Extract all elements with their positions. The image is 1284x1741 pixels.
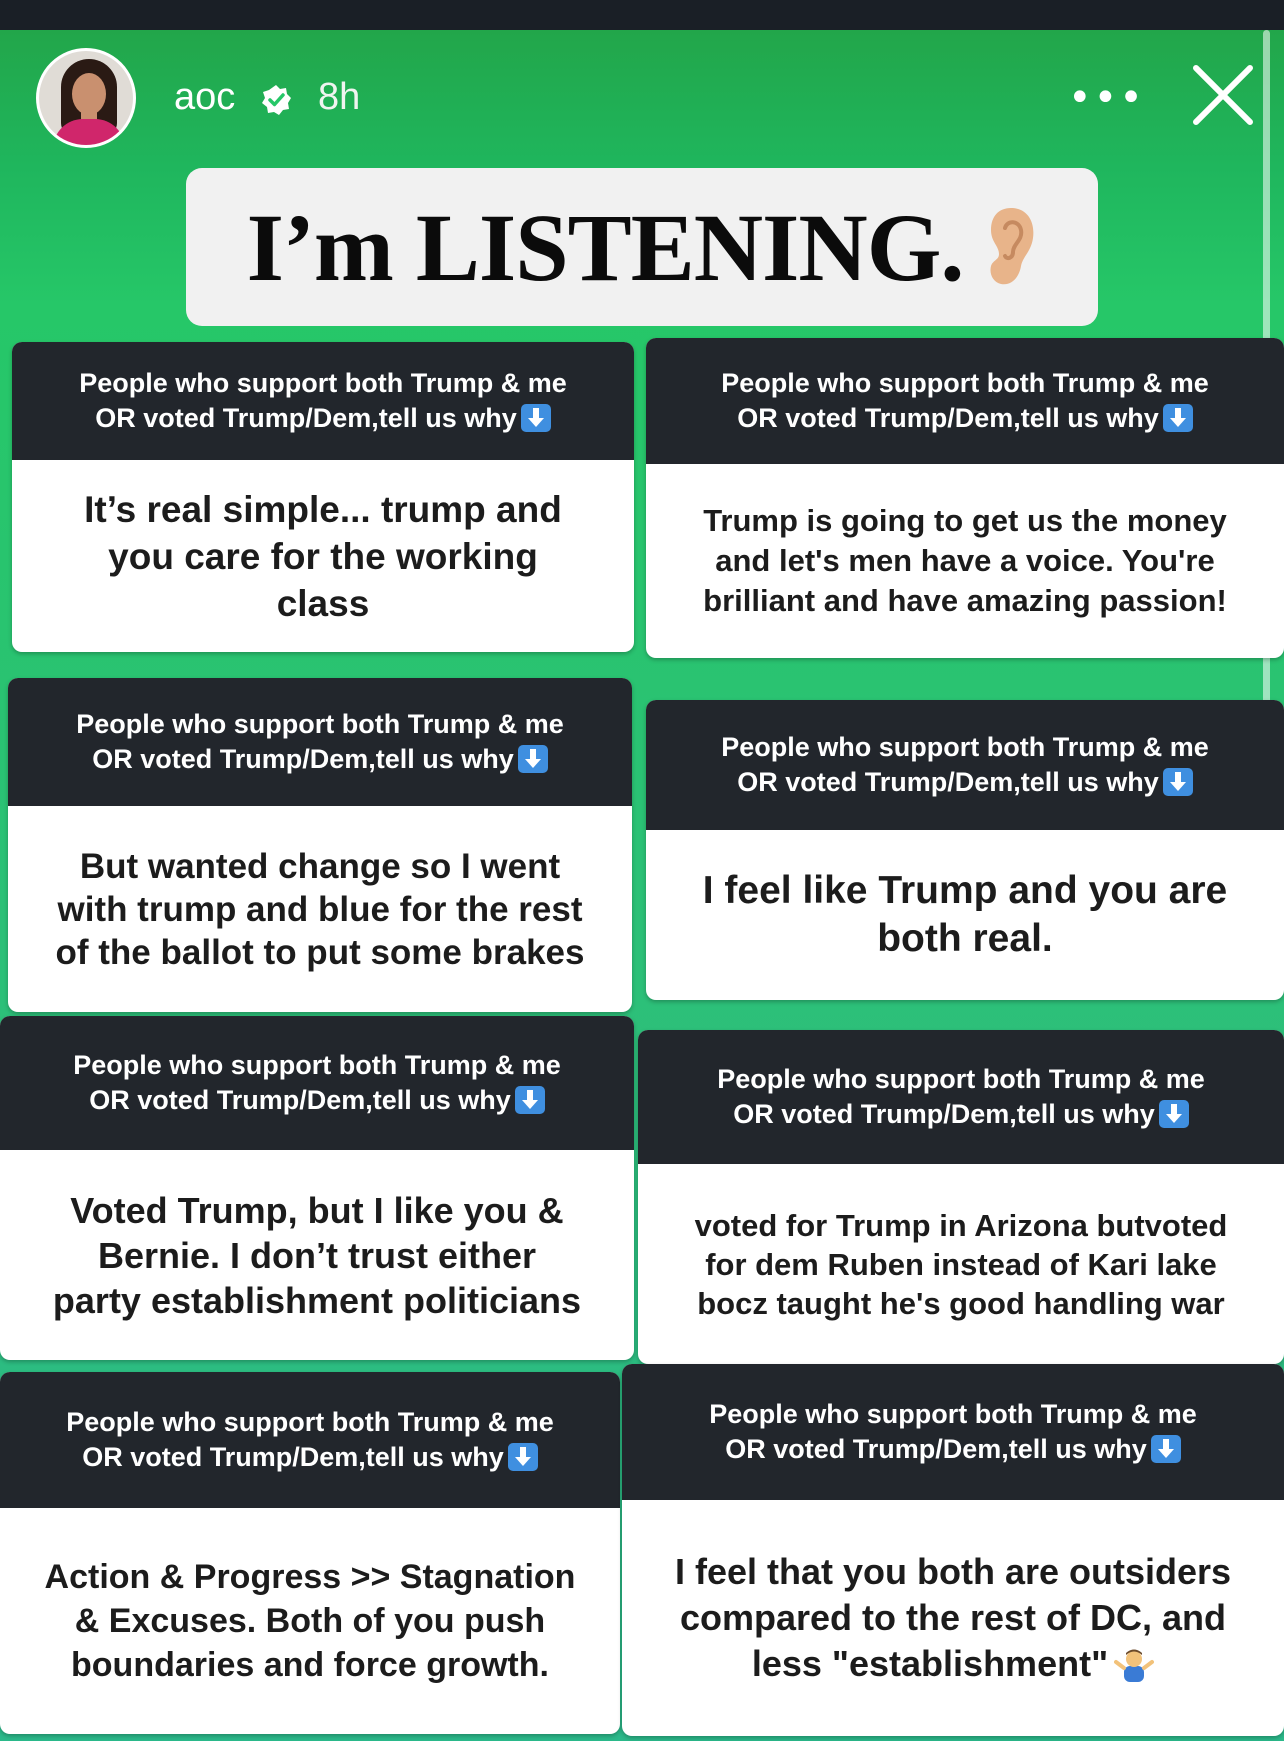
answer-body [0,1150,634,1360]
answer-text: voted for Trump in Arizona butvoted for dem Ruben instead of Kari lake bocz taught he's good handling war [694,1207,1228,1321]
man-shrugging-emoji-icon [1114,1646,1154,1682]
close-icon[interactable] [1188,60,1258,130]
answer-body [8,806,632,1012]
answer-body [646,830,1284,1000]
question-header [0,1016,634,1150]
story-viewer [0,30,1284,1741]
answer-body [0,1508,620,1734]
down-arrow-emoji-icon [1151,1435,1181,1463]
more-options-button[interactable]: ••• [1068,75,1145,121]
ear-emoji-icon [985,206,1037,288]
question-header [8,678,632,806]
question-header [622,1364,1284,1500]
answer-text: Trump is going to get us the money and let's men have a voice. You're brilliant and have amazing passion! [703,503,1227,618]
answer-body [622,1500,1284,1736]
question-text: People who support both Trump & me OR voted Trump/Dem,tell us why [717,1064,1205,1129]
avatar[interactable] [36,48,136,148]
question-text: People who support both Trump & me OR voted Trump/Dem,tell us why [66,1407,554,1472]
down-arrow-emoji-icon [508,1443,538,1471]
question-header [646,700,1284,830]
question-header [646,338,1284,464]
question-header [638,1030,1284,1164]
question-text: People who support both Trump & me OR voted Trump/Dem,tell us why [76,709,564,774]
down-arrow-emoji-icon [1159,1100,1189,1128]
answer-body [646,464,1284,658]
question-text: People who support both Trump & me OR voted Trump/Dem,tell us why [73,1050,561,1115]
down-arrow-emoji-icon [1163,404,1193,432]
response-card [622,1364,1284,1736]
response-card [646,338,1284,658]
post-time: 8h [318,76,361,118]
question-header [12,342,634,460]
question-header [0,1372,620,1508]
username[interactable]: aoc [174,76,236,118]
answer-text: But wanted change so I went with trump and blue for the rest of the ballot to put some brakes [55,846,585,972]
answer-text: I feel like Trump and you are both real. [702,869,1228,960]
down-arrow-emoji-icon [1163,768,1193,796]
response-card [12,342,634,652]
page-title: I’m LISTENING. [246,193,964,301]
response-card [0,1372,620,1734]
response-card [638,1030,1284,1364]
down-arrow-emoji-icon [521,404,551,432]
down-arrow-emoji-icon [515,1086,545,1114]
answer-text: Voted Trump, but I like you & Bernie. I don’t trust either party establishment politicians [52,1189,582,1321]
response-card [646,700,1284,1000]
answer-text: Action & Progress >> Stagnation & Excuses. Both of you push boundaries and force growth. [44,1558,576,1684]
answer-body [638,1164,1284,1364]
answer-text: It’s real simple... trump and you care for the working class [84,488,562,624]
question-text: People who support both Trump & me OR voted Trump/Dem,tell us why [721,732,1209,797]
answer-text: I feel that you both are outsiders compared to the rest of DC, and less "establishment" [674,1551,1232,1684]
question-text: People who support both Trump & me OR voted Trump/Dem,tell us why [721,368,1209,433]
down-arrow-emoji-icon [518,745,548,773]
response-card [8,678,632,1012]
top-status-bar [0,0,1284,30]
answer-body [12,460,634,652]
question-text: People who support both Trump & me OR voted Trump/Dem,tell us why [79,368,567,433]
verified-badge-icon [260,84,292,116]
question-text: People who support both Trump & me OR voted Trump/Dem,tell us why [709,1399,1197,1464]
title-sticker [186,168,1098,326]
response-card [0,1016,634,1360]
